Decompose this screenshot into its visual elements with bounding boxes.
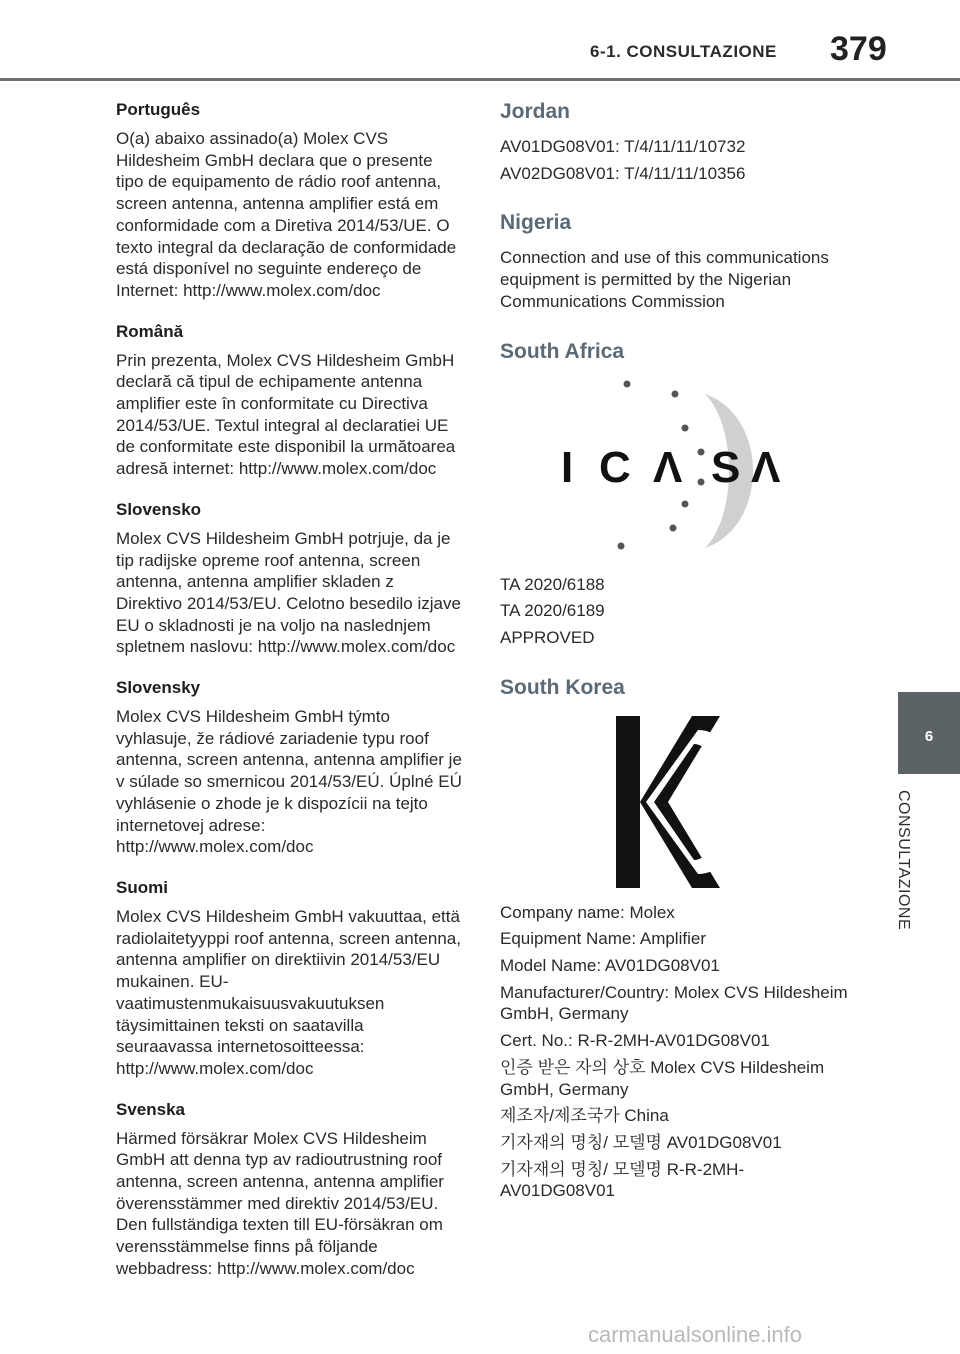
korea-line: Equipment Name: Amplifier xyxy=(500,929,706,949)
lang-text: Molex CVS Hildesheim GmbH týmto vyhlasuje, že rádiové zariadenie typu roof antenna, screen antenna, antenna amplifier je v súlade so smernicou 2014/53/EÚ. Úplné EÚ vyhlásenie o zhode je k dispozícii na tejto internetovej adrese: http://www.molex.com/doc xyxy=(116,707,462,857)
header-rule xyxy=(0,78,960,81)
icasa-letter: I xyxy=(561,442,574,492)
section-suomi xyxy=(116,878,464,1080)
korea-line: Cert. No.: R-R-2MH-AV01DG08V01 xyxy=(500,1031,770,1051)
section-portugues xyxy=(116,100,464,302)
right-column xyxy=(500,100,850,1207)
lang-title: Română xyxy=(116,321,184,341)
lang-title: Português xyxy=(116,100,201,119)
kc-mark-icon xyxy=(610,712,740,892)
korea-line: Company name: Molex xyxy=(500,902,675,922)
section-slovensko xyxy=(116,500,464,658)
country-jordan: Jordan xyxy=(500,100,571,123)
section-title: 6-1. CONSULTAZIONE xyxy=(590,42,777,61)
nigeria-text: Connection and use of this communications equipment is permitted by the Nigerian Communications Commission xyxy=(500,248,829,311)
jordan-line: AV02DG08V01: T/4/11/11/10356 xyxy=(500,163,746,183)
korea-line: 인증 받은 자의 상호 Molex CVS Hildesheim GmbH, Germany xyxy=(500,1057,825,1099)
icasa-letter: Λ xyxy=(751,442,781,492)
country-south-korea: South Korea xyxy=(500,675,625,699)
icasa-logo-box xyxy=(500,376,850,566)
country-nigeria: Nigeria xyxy=(500,211,572,235)
lang-text: Härmed försäkrar Molex CVS Hildesheim GmbH att denna typ av radioutrustning roof antenna, screen antenna, antenna amplifier överensstämmer med direktiv 2014/53/EU. Den fullständiga texten till EU-försäkran om verensstämmelse finns på följande webbadress: http://www.molex.com/doc xyxy=(116,1128,444,1278)
icasa-letter: S xyxy=(711,442,741,492)
chapter-label-text: CONSULTAZIONE xyxy=(895,790,912,931)
korea-line: Manufacturer/Country: Molex CVS Hildesheim GmbH, Germany xyxy=(500,982,848,1024)
country-south-africa: South Africa xyxy=(500,339,625,363)
chapter-label xyxy=(895,790,940,960)
lang-title: Slovensky xyxy=(116,678,201,698)
page-number: 379 xyxy=(830,30,887,68)
korea-line: 제조자/제조국가 China xyxy=(500,1106,669,1126)
section-slovensky xyxy=(116,678,464,858)
icasa-line: TA 2020/6188 xyxy=(500,574,605,594)
chapter-number: 6 xyxy=(924,728,934,745)
watermark: carmanualsonline.info xyxy=(588,1322,803,1347)
korea-line: 기자재의 명칭/ 모델명 AV01DG08V01 xyxy=(500,1132,782,1152)
left-column xyxy=(116,100,464,1300)
lang-text: O(a) abaixo assinado(a) Molex CVS Hildesheim GmbH declara que o presente tipo de equipamento de rádio roof antenna, screen antenna, antenna amplifier está em conformidade com a Diretiva 2014/53/UE. O texto integral da declaração de conformidade está disponível no seguinte endereço de Internet: http://www.molex.com/doc xyxy=(116,129,457,300)
section-svenska xyxy=(116,1100,464,1280)
icasa-logo-icon xyxy=(555,376,795,566)
korea-line: Model Name: AV01DG08V01 xyxy=(500,956,720,976)
lang-text: Molex CVS Hildesheim GmbH potrjuje, da je tip radijske opreme roof antenna, screen antenna, antenna amplifier skladen z Direktivo 2014/53/EU. Celotno besedilo izjave EU o skladnosti je na voljo na naslednjem spletnem naslovu: http://www.molex.com/doc xyxy=(116,528,461,657)
section-romana xyxy=(116,322,464,480)
chapter-tab[interactable] xyxy=(898,692,960,774)
icasa-letter: Λ xyxy=(653,442,683,492)
lang-text: Molex CVS Hildesheim GmbH vakuuttaa, että radiolaitetyyppi roof antenna, screen antenna, antenna amplifier on direktiivin 2014/53/EU mukainen. EU-vaatimustenmukaisuusvakuutuksen täysimittainen teksti on saatavilla seuraavassa internetosoitteessa: http://www.molex.com/doc xyxy=(116,906,461,1078)
kc-mark-box xyxy=(500,712,850,892)
jordan-line: AV01DG08V01: T/4/11/11/10732 xyxy=(500,137,746,156)
lang-title: Slovensko xyxy=(116,499,202,519)
lang-title: Svenska xyxy=(116,1099,185,1119)
korea-line: 기자재의 명칭/ 모델명 R-R-2MH-AV01DG08V01 xyxy=(500,1159,745,1201)
icasa-letter: C xyxy=(599,442,631,492)
lang-text: Prin prezenta, Molex CVS Hildesheim GmbH declară că tipul de echipamente antenna amplifier este în conformitate cu Directiva 2014/53/UE. Textul integral al declaratiei UE de conformitate este disponibil la următoarea adresă internet: http://www.molex.com/doc xyxy=(116,350,456,479)
icasa-line: TA 2020/6189 xyxy=(500,601,605,621)
icasa-line: APPROVED xyxy=(500,627,595,647)
lang-title: Suomi xyxy=(116,877,168,897)
